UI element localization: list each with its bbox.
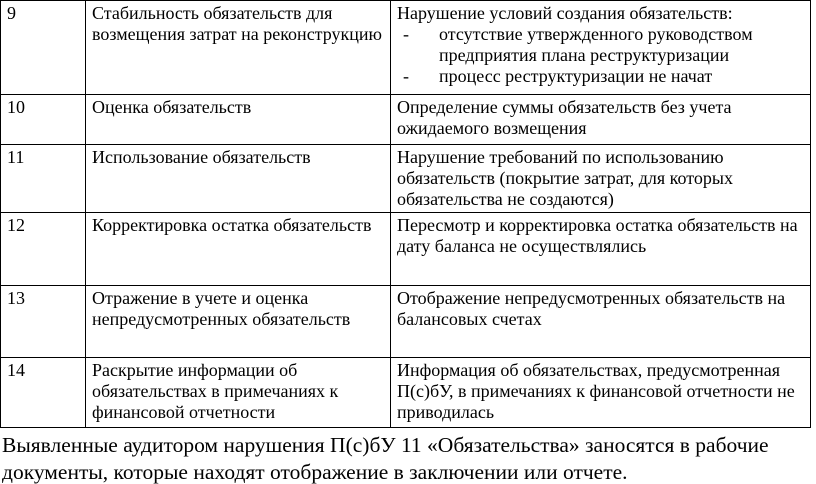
row-number: 14: [1, 358, 86, 428]
list-item: [397, 66, 810, 87]
row-number: 13: [1, 286, 86, 358]
audit-area: Стабильность обязательств для возмещения затрат на реконструкцию: [86, 1, 391, 95]
violation-text: Информация об обязательствах, предусмотренная П(с)бУ, в примечаниях к финансовой отчетности не приводилась: [391, 358, 811, 428]
dash-marker: -: [403, 66, 409, 86]
row-number: 11: [1, 145, 86, 213]
audit-area: Оценка обязательств: [86, 95, 391, 145]
dash-marker: -: [403, 24, 409, 44]
audit-area: Корректировка остатка обязательств: [86, 213, 391, 286]
violation-text: Отображение непредусмотренных обязательств на балансовых счетах: [391, 286, 811, 358]
violation-text: Пересмотр и корректировка остатка обязательств на дату баланса не осуществлялись: [391, 213, 811, 286]
violation-text: Определение суммы обязательств без учета ожидаемого возмещения: [391, 95, 811, 145]
footer-paragraph: Выявленные аудитором нарушения П(с)бУ 11 «Обязательства» заносятся в рабочие документы, которые находят отображение в заключении или отчете.: [2, 433, 769, 484]
row-number: 10: [1, 95, 86, 145]
table-row: [1, 358, 811, 428]
bullet-text: отсутствие утвержденного руководством предприятия плана реструктуризации: [439, 24, 753, 65]
bullet-text: процесс реструктуризации не начат: [439, 66, 713, 86]
table-row: [1, 213, 811, 286]
row-number: 12: [1, 213, 86, 286]
table-row: [1, 286, 811, 358]
violation-text: Нарушение условий создания обязательств:: [397, 3, 733, 23]
list-item: [397, 24, 810, 66]
row-number: 9: [1, 1, 86, 95]
audit-area: Раскрытие информации об обязательствах в примечаниях к финансовой отчетности: [86, 358, 391, 428]
table-row: [1, 145, 811, 213]
table-row: [1, 1, 811, 95]
violation-text: Нарушение требований по использованию обязательств (покрытие затрат, для которых обязательства не создаются): [391, 145, 811, 213]
audit-area: Использование обязательств: [86, 145, 391, 213]
audit-area: Отражение в учете и оценка непредусмотренных обязательств: [86, 286, 391, 358]
table-row: [1, 95, 811, 145]
violation-cell: [391, 1, 811, 95]
